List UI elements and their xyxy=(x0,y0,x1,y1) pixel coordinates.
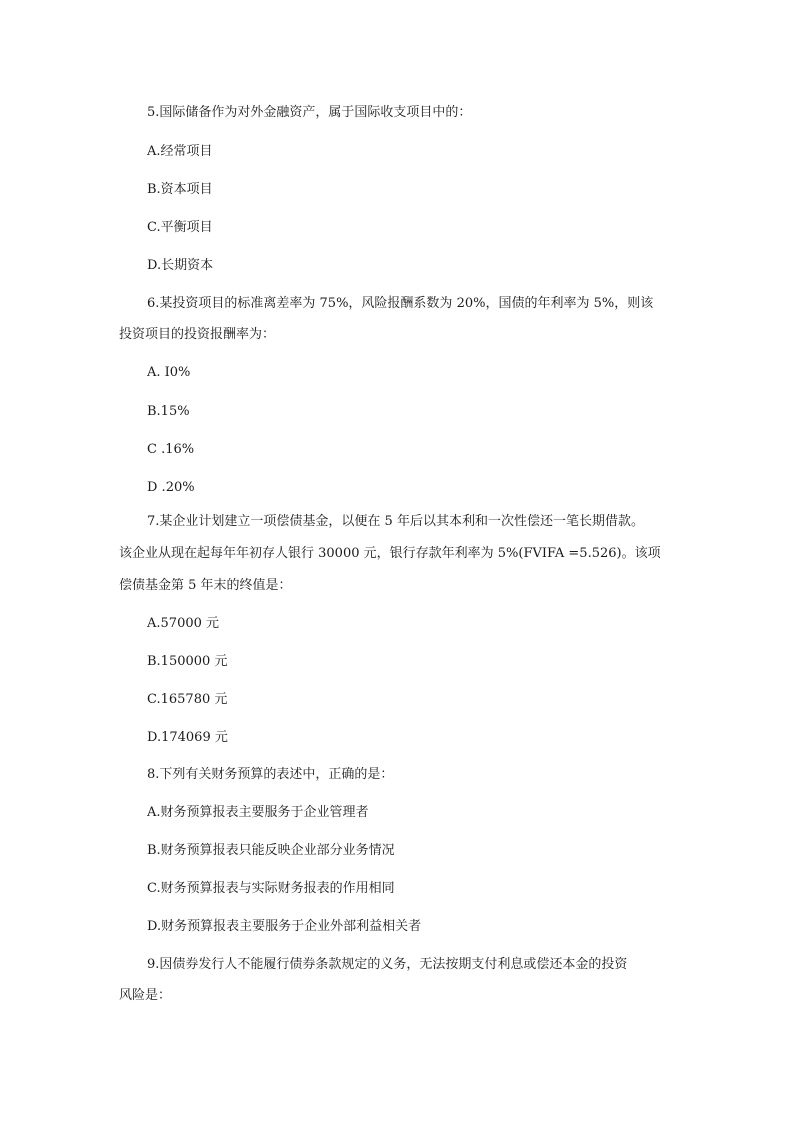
question-6-option-a: A. I0% xyxy=(147,365,191,380)
question-7-option-d: D.174069 元 xyxy=(147,730,228,745)
question-6-text-line-1: 6.某投资项目的标准离差率为 75%，风险报酬系数为 20%，国债的年利率为 5%，则该 xyxy=(147,296,654,311)
question-8-option-b: B.财务预算报表只能反映企业部分业务情况 xyxy=(147,843,395,858)
question-5-text: 5.国际储备作为对外金融资产，属于国际收支项目中的： xyxy=(147,105,472,120)
question-6-text-line-2: 投资项目的投资报酬率为： xyxy=(119,327,276,342)
question-9-text-line-2: 风险是： xyxy=(119,988,172,1003)
question-7-option-a: A.57000 元 xyxy=(147,616,220,631)
question-8-option-a: A.财务预算报表主要服务于企业管理者 xyxy=(147,805,369,820)
question-8-text: 8.下列有关财务预算的表述中，正确的是： xyxy=(147,767,394,782)
question-7-option-b: B.150000 元 xyxy=(147,654,228,669)
question-9-text-line-1: 9.因债券发行人不能履行债券条款规定的义务，无法按期支付利息或偿还本金的投资 xyxy=(147,957,628,972)
question-5-option-d: D.长期资本 xyxy=(147,258,214,273)
question-5-option-c: C.平衡项目 xyxy=(147,220,213,235)
question-7-text-line-3: 偿债基金第 5 年末的终值是： xyxy=(119,578,292,593)
question-7-text-line-1: 7.某企业计划建立一项偿债基金，以便在 5 年后以其本利和一次性偿还一笔长期借款。 xyxy=(147,514,644,529)
question-6-option-c: C .16% xyxy=(147,442,195,457)
question-7-option-c: C.165780 元 xyxy=(147,692,228,707)
question-7-text-line-2: 该企业从现在起每年年初存人银行 30000 元，银行存款年利率为 5%(FVIFA =5.526)。该项 xyxy=(119,546,661,561)
question-8-option-c: C.财务预算报表与实际财务报表的作用相同 xyxy=(147,881,395,896)
question-5-option-a: A.经常项目 xyxy=(147,144,213,159)
question-5-option-b: B.资本项目 xyxy=(147,182,213,197)
question-8-option-d: D.财务预算报表主要服务于企业外部利益相关者 xyxy=(147,919,422,934)
question-6-option-d: D .20% xyxy=(147,480,195,495)
question-6-option-b: B.15% xyxy=(147,404,190,419)
